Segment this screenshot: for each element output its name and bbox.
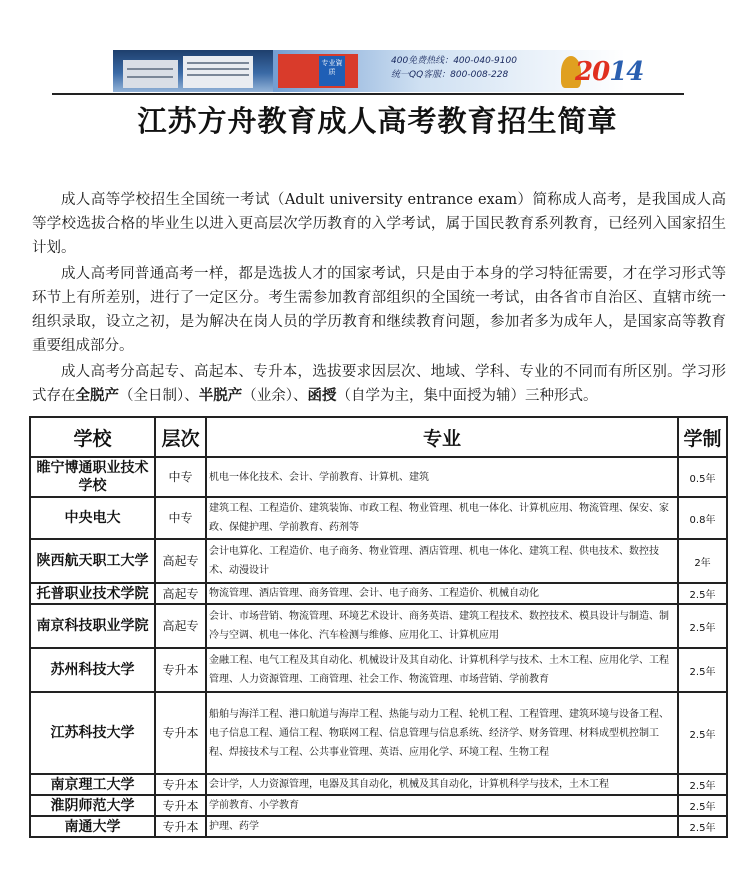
building-window-row bbox=[127, 76, 173, 78]
header-level: 层次 bbox=[155, 417, 206, 457]
study-form-correspondence: 函授 bbox=[307, 387, 337, 404]
header-major: 专业 bbox=[206, 417, 678, 457]
p3-lead: 成人高考分高起专、高起本、专升本，选拔要求因层次、地域、学科、专业的不同而有所区别。学习形式存在 bbox=[32, 364, 726, 404]
level-cell: 中专 bbox=[155, 497, 206, 539]
duration-cell: 2.5年 bbox=[678, 583, 727, 604]
school-cell: 南通大学 bbox=[30, 816, 155, 837]
major-cell: 机电一体化技术、会计、学前教育、计算机、建筑 bbox=[206, 457, 678, 497]
school-cell: 淮阴师范大学 bbox=[30, 795, 155, 816]
study-form-correspondence-note: （自学为主，集中面授为辅）三种形式。 bbox=[336, 388, 598, 404]
qq-number: 800-008-228 bbox=[450, 70, 509, 80]
major-cell: 建筑工程、工程造价、建筑装饰、市政工程、物业管理、机电一体化、计算机应用、物流管理、保安、家政、保健护理、学前教育、药剂等 bbox=[206, 497, 678, 539]
level-cell: 高起专 bbox=[155, 604, 206, 648]
admissions-table bbox=[29, 416, 728, 838]
table-row bbox=[30, 539, 727, 583]
study-form-parttime: 半脱产 bbox=[198, 387, 243, 404]
header-school: 学校 bbox=[30, 417, 155, 457]
hotline-number: 400-040-9100 bbox=[453, 56, 517, 66]
table-header-row bbox=[30, 417, 727, 457]
duration-cell: 2.5年 bbox=[678, 774, 727, 795]
level-cell: 专升本 bbox=[155, 648, 206, 692]
school-cell: 苏州科技大学 bbox=[30, 648, 155, 692]
table-row bbox=[30, 816, 727, 837]
study-form-fulltime-note: （全日制）、 bbox=[119, 388, 199, 404]
major-cell: 学前教育、小学教育 bbox=[206, 795, 678, 816]
year-part-a: 20 bbox=[575, 57, 610, 87]
school-cell: 南京科技职业学院 bbox=[30, 604, 155, 648]
building-block-left bbox=[123, 60, 178, 88]
table-row bbox=[30, 497, 727, 539]
table-row bbox=[30, 795, 727, 816]
major-cell: 会计、市场营销、物流管理、环境艺术设计、商务英语、建筑工程技术、数控技术、模具设计与制造、制冷与空调、机电一体化、汽车检测与维修、应用化工、计算机应用 bbox=[206, 604, 678, 648]
table-row bbox=[30, 457, 727, 497]
certificate-image bbox=[278, 54, 358, 88]
intro-text bbox=[32, 188, 726, 410]
intro-paragraph-1: 成人高等学校招生全国统一考试（Adult university entrance exam）简称成人高考，是我国成人高等学校选拔合格的毕业生以进入更高层次学历教育的入学考试，属于国民教育系列教育，已经列入国家招生计划。 bbox=[32, 192, 726, 256]
major-cell: 护理、药学 bbox=[206, 816, 678, 837]
campus-building-image bbox=[113, 50, 273, 92]
hotline-line bbox=[391, 54, 517, 68]
certificate-badge: 专业資质 bbox=[319, 56, 345, 86]
intro-paragraph-2: 成人高考同普通高考一样，都是选拔人才的国家考试，只是由于本身的学习特征需要，才在学习形式等环节上有所差别，进行了一定区分。考生需参加教育部组织的全国统一考试，由各省市自治区、直辖市统一组织录取，设立之初，是为解决在岗人员的学历教育和继续教育问题，参加者多为成年人，是国家高等教育重要组成部分。 bbox=[32, 266, 726, 354]
hotline-label: 400免费热线： bbox=[391, 56, 454, 66]
study-form-fulltime: 全脱产 bbox=[75, 387, 119, 404]
intro-paragraph-3 bbox=[32, 360, 726, 408]
school-cell: 南京理工大学 bbox=[30, 774, 155, 795]
header-divider bbox=[52, 93, 684, 95]
level-cell: 专升本 bbox=[155, 795, 206, 816]
table-row bbox=[30, 604, 727, 648]
duration-cell: 0.8年 bbox=[678, 497, 727, 539]
level-cell: 专升本 bbox=[155, 774, 206, 795]
building-window-row bbox=[187, 68, 249, 70]
duration-cell: 2.5年 bbox=[678, 648, 727, 692]
qq-label: 统一QQ客服： bbox=[391, 70, 451, 80]
hotline-info bbox=[391, 54, 517, 82]
school-cell: 陕西航天职工大学 bbox=[30, 539, 155, 583]
duration-cell: 0.5年 bbox=[678, 457, 727, 497]
table-row bbox=[30, 774, 727, 795]
major-cell: 金融工程、电气工程及其自动化、机械设计及其自动化、计算机科学与技术、土木工程、应用化学、工程管理、人力资源管理、工商管理、社会工作、物流管理、市场营销、学前教育 bbox=[206, 648, 678, 692]
study-form-parttime-note: （业余）、 bbox=[242, 388, 308, 404]
table-row bbox=[30, 648, 727, 692]
building-window-row bbox=[187, 62, 249, 64]
table-row bbox=[30, 692, 727, 774]
header-duration: 学制 bbox=[678, 417, 727, 457]
level-cell: 专升本 bbox=[155, 816, 206, 837]
duration-cell: 2.5年 bbox=[678, 795, 727, 816]
year-part-b: 14 bbox=[609, 57, 644, 87]
building-window-row bbox=[127, 68, 173, 70]
major-cell: 会计学，人力资源管理，电器及其自动化，机械及其自动化，计算机科学与技术，土木工程 bbox=[206, 774, 678, 795]
duration-cell: 2年 bbox=[678, 539, 727, 583]
school-cell: 江苏科技大学 bbox=[30, 692, 155, 774]
level-cell: 中专 bbox=[155, 457, 206, 497]
major-cell: 物流管理、酒店管理、商务管理、会计、电子商务、工程造价、机械自动化 bbox=[206, 583, 678, 604]
school-cell: 托普职业技术学院 bbox=[30, 583, 155, 604]
duration-cell: 2.5年 bbox=[678, 816, 727, 837]
level-cell: 高起专 bbox=[155, 583, 206, 604]
year-logo bbox=[575, 56, 643, 88]
level-cell: 专升本 bbox=[155, 692, 206, 774]
level-cell: 高起专 bbox=[155, 539, 206, 583]
duration-cell: 2.5年 bbox=[678, 692, 727, 774]
school-cell: 睢宁博通职业技术学校 bbox=[30, 457, 155, 497]
duration-cell: 2.5年 bbox=[678, 604, 727, 648]
table-row bbox=[30, 583, 727, 604]
page-title: 江苏方舟教育成人高考教育招生简章 bbox=[137, 104, 618, 138]
qq-line bbox=[391, 68, 517, 82]
building-window-row bbox=[187, 74, 249, 76]
major-cell: 船舶与海洋工程、港口航道与海岸工程、热能与动力工程、轮机工程、工程管理、建筑环境与设备工程、电子信息工程、通信工程、物联网工程、信息管理与信息系统、经济学、财务管理、材料成型机控制工程、焊接技术与工程、公共事业管理、英语、应用化学、环境工程、生物工程 bbox=[206, 692, 678, 774]
header-banner bbox=[113, 50, 644, 92]
building-block-right bbox=[183, 56, 253, 88]
major-cell: 会计电算化、工程造价、电子商务、物业管理、酒店管理、机电一体化、建筑工程、供电技术、数控技术、动漫设计 bbox=[206, 539, 678, 583]
school-cell: 中央电大 bbox=[30, 497, 155, 539]
